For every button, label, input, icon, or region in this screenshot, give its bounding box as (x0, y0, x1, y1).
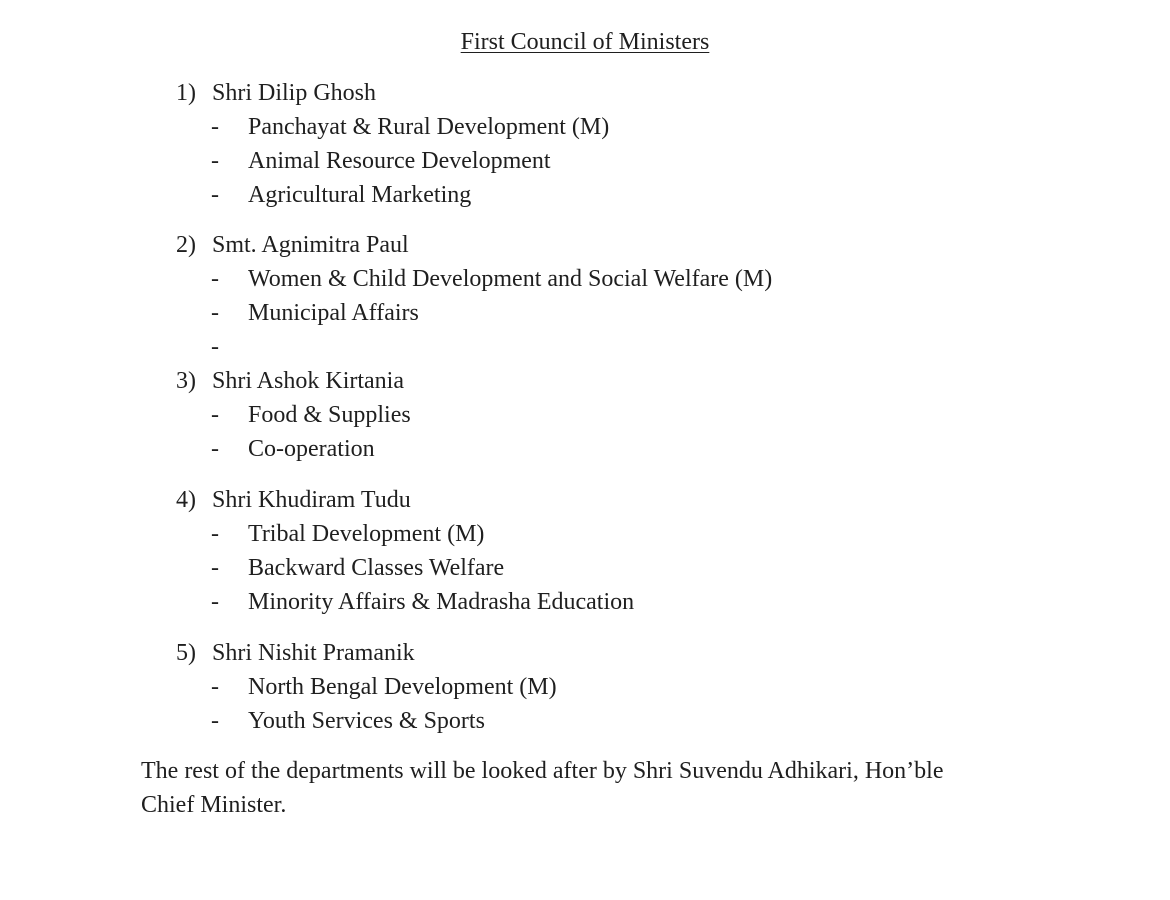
minister-name: Shri Khudiram Tudu (212, 487, 411, 513)
department-label: Backward Classes Welfare (248, 555, 505, 581)
department-item (176, 262, 1076, 296)
department-label: Women & Child Development and Social Welfare (M) (248, 266, 773, 292)
department-label: Municipal Affairs (248, 300, 419, 326)
department-label: North Bengal Development (M) (248, 674, 557, 700)
bullet-dash: - (211, 182, 219, 208)
bullet-dash: - (211, 266, 219, 292)
minister-number: 1) (176, 80, 196, 106)
department-item (176, 517, 1076, 551)
department-label: Panchayat & Rural Development (M) (248, 114, 610, 140)
bullet-dash: - (211, 300, 219, 326)
department-item (176, 585, 1076, 619)
minister-name-line (176, 483, 1076, 517)
minister-name-line (176, 228, 1076, 262)
bullet-dash: - (211, 674, 219, 700)
department-item (176, 670, 1076, 704)
closing-note-line: The rest of the departments will be looked after by Shri Suvendu Adhikari, Hon’ble (141, 758, 944, 784)
minister-entry (176, 483, 1076, 619)
department-label: Youth Services & Sports (248, 708, 485, 734)
department-label: Agricultural Marketing (248, 182, 472, 208)
department-item (176, 144, 1076, 178)
bullet-dash: - (211, 555, 219, 581)
minister-entry (176, 228, 1076, 364)
minister-name-line (176, 76, 1076, 110)
minister-number: 4) (176, 487, 196, 513)
minister-number: 3) (176, 368, 196, 394)
department-label: Minority Affairs & Madrasha Education (248, 589, 635, 615)
bullet-dash: - (211, 708, 219, 734)
department-item (176, 296, 1076, 330)
department-item (176, 398, 1076, 432)
bullet-dash: - (211, 521, 219, 547)
department-item (176, 330, 1076, 364)
department-item (176, 704, 1076, 738)
minister-name: Shri Dilip Ghosh (212, 80, 377, 106)
minister-name: Smt. Agnimitra Paul (212, 232, 409, 258)
bullet-dash: - (211, 334, 219, 360)
bullet-dash: - (211, 148, 219, 174)
department-label: Tribal Development (M) (248, 521, 485, 547)
minister-number: 2) (176, 232, 196, 258)
bullet-dash: - (211, 589, 219, 615)
minister-name-line (176, 636, 1076, 670)
minister-name: Shri Ashok Kirtania (212, 368, 404, 394)
bullet-dash: - (211, 402, 219, 428)
page-title: First Council of Ministers (460, 29, 710, 55)
minister-entry (176, 364, 1076, 466)
department-label: Co-operation (248, 436, 375, 462)
minister-entry (176, 636, 1076, 738)
department-item (176, 110, 1076, 144)
bullet-dash: - (211, 436, 219, 462)
closing-note (141, 754, 1041, 822)
minister-entry (176, 76, 1076, 212)
minister-name: Shri Nishit Pramanik (212, 640, 415, 666)
minister-name-line (176, 364, 1076, 398)
minister-number: 5) (176, 640, 196, 666)
department-item (176, 551, 1076, 585)
closing-note-line: Chief Minister. (141, 792, 287, 818)
department-item (176, 432, 1076, 466)
department-label: Food & Supplies (248, 402, 411, 428)
department-item (176, 178, 1076, 212)
bullet-dash: - (211, 114, 219, 140)
department-label: Animal Resource Development (248, 148, 551, 174)
